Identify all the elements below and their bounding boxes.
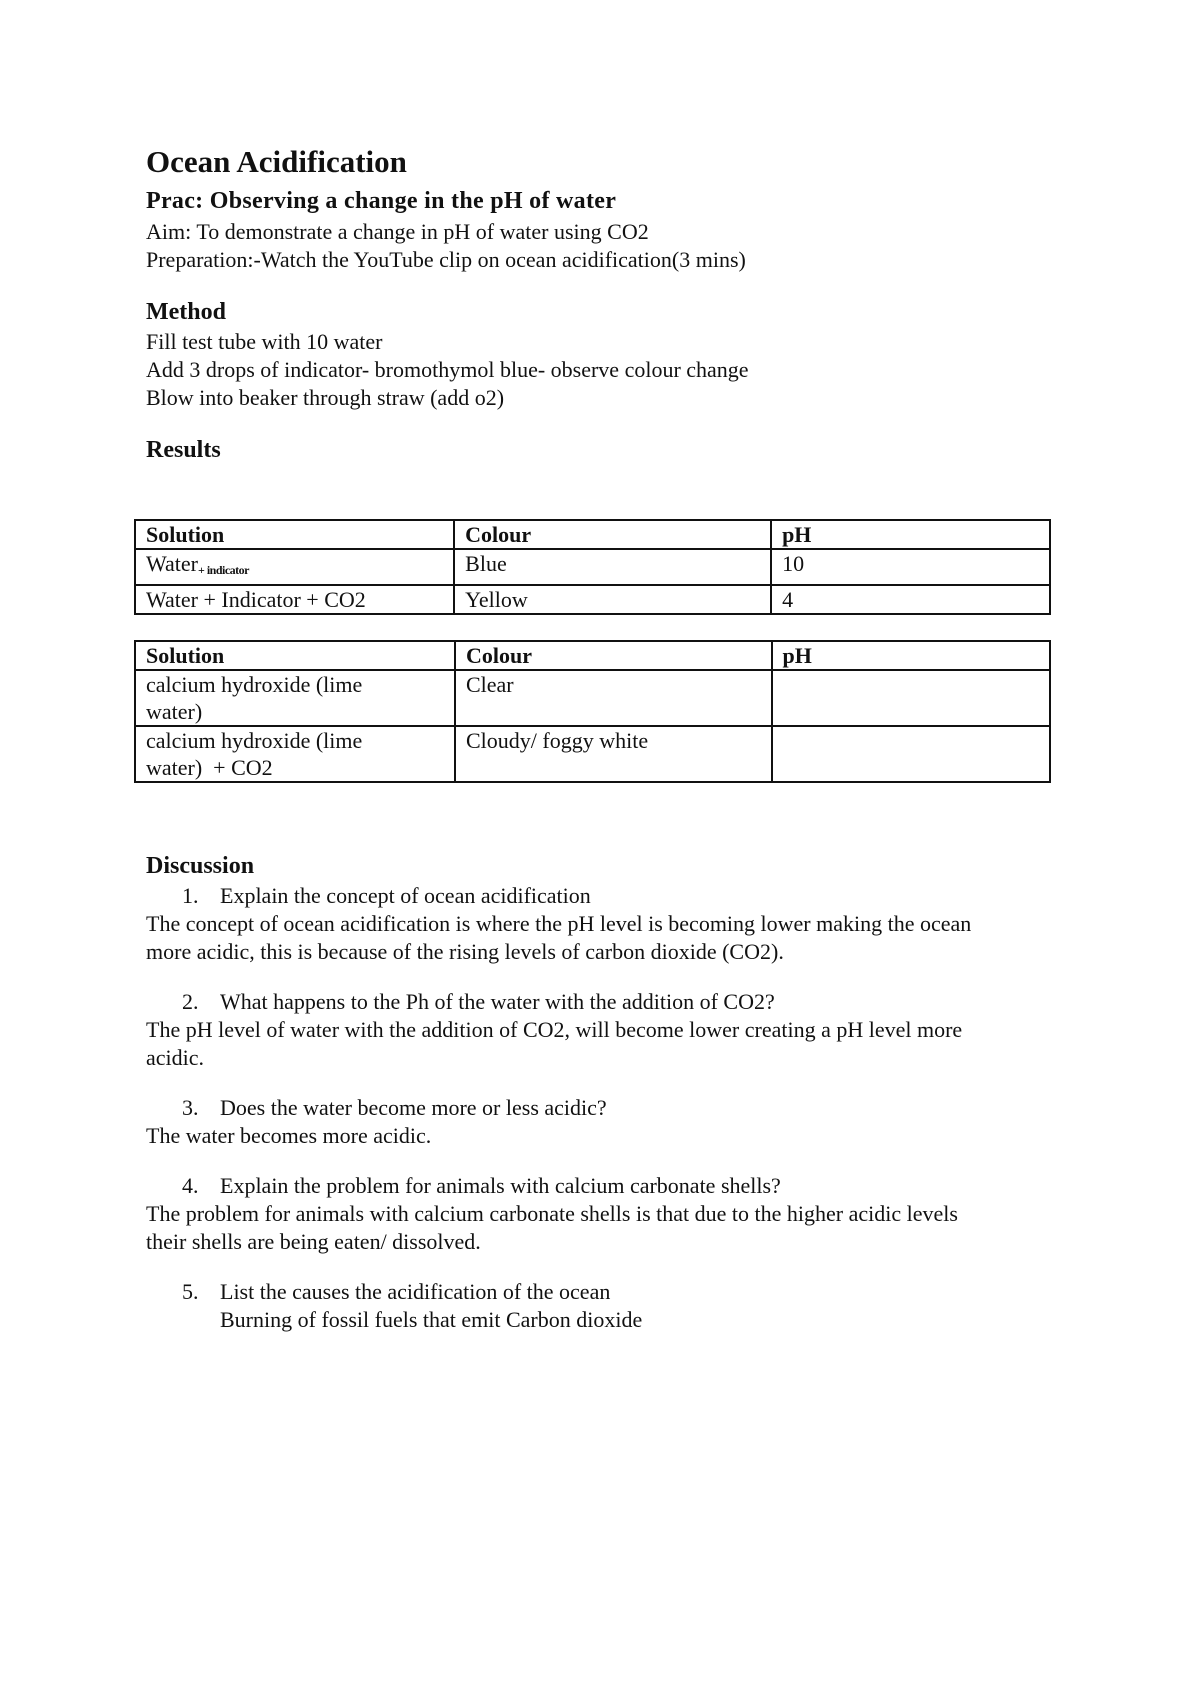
answer-text: acidic.	[146, 1045, 205, 1070]
header-ph: pH	[772, 641, 1050, 670]
cell-ph	[772, 670, 1050, 726]
header-colour: Colour	[454, 520, 771, 549]
header-solution: Solution	[135, 520, 454, 549]
cell-colour: Blue	[454, 549, 771, 585]
answer-text: The water becomes more acidic.	[146, 1123, 432, 1148]
method-step: Add 3 drops of indicator- bromothymol blue- observe colour change	[146, 357, 749, 382]
solution-subscript: + indicator	[197, 563, 249, 577]
table-header-row	[135, 520, 1050, 549]
cell-solution: calcium hydroxide (lime water) + CO2	[135, 726, 455, 782]
preparation-text: Preparation:-Watch the YouTube clip on ocean acidification(3 mins)	[146, 247, 746, 272]
question-item: 4. Explain the problem for animals with calcium carbonate shells?	[182, 1173, 781, 1198]
method-heading: Method	[146, 299, 226, 325]
aim-text: Aim: To demonstrate a change in pH of water using CO2	[146, 219, 649, 244]
cell-ph: 10	[771, 549, 1050, 585]
cell-solution: Water+ indicator	[135, 549, 454, 585]
question-item: 3. Does the water become more or less acidic?	[182, 1095, 607, 1120]
table-row	[135, 585, 1050, 614]
table-row	[135, 549, 1050, 585]
prac-subtitle: Prac: Observing a change in the pH of water	[146, 188, 617, 214]
document-header	[146, 140, 1076, 466]
answer-text: The problem for animals with calcium carbonate shells is that due to the higher acidic levels	[146, 1201, 958, 1226]
table-row	[135, 726, 1050, 782]
answer-text: The pH level of water with the addition of CO2, will become lower creating a pH level more	[146, 1017, 963, 1042]
answer-text: their shells are being eaten/ dissolved.	[146, 1229, 481, 1254]
answer-text: more acidic, this is because of the rising levels of carbon dioxide (CO2).	[146, 939, 784, 964]
results-table-2	[134, 640, 1051, 783]
cell-colour: Clear	[455, 670, 772, 726]
method-step: Blow into beaker through straw (add o2)	[146, 385, 505, 410]
answer-text: The concept of ocean acidification is where the pH level is becoming lower making the ocean	[146, 911, 972, 936]
cell-solution: Water + Indicator + CO2	[135, 585, 454, 614]
page-title: Ocean Acidification	[146, 144, 407, 179]
cell-ph	[772, 726, 1050, 782]
results-heading: Results	[146, 437, 221, 463]
discussion-section	[146, 850, 1086, 1334]
discussion-heading: Discussion	[146, 853, 255, 879]
question-item: 5. List the causes the acidification of the ocean	[182, 1279, 611, 1304]
answer-text: Burning of fossil fuels that emit Carbon dioxide	[220, 1307, 643, 1332]
method-step: Fill test tube with 10 water	[146, 329, 383, 354]
cell-colour: Yellow	[454, 585, 771, 614]
results-table-1	[134, 519, 1051, 615]
header-colour: Colour	[455, 641, 772, 670]
table-header-row	[135, 641, 1050, 670]
table-row	[135, 670, 1050, 726]
header-solution: Solution	[135, 641, 455, 670]
header-ph: pH	[771, 520, 1050, 549]
cell-solution: calcium hydroxide (lime water)	[135, 670, 455, 726]
cell-ph: 4	[771, 585, 1050, 614]
question-item: 1. Explain the concept of ocean acidification	[182, 883, 591, 908]
question-item: 2. What happens to the Ph of the water with the addition of CO2?	[182, 989, 775, 1014]
cell-colour: Cloudy/ foggy white	[455, 726, 772, 782]
